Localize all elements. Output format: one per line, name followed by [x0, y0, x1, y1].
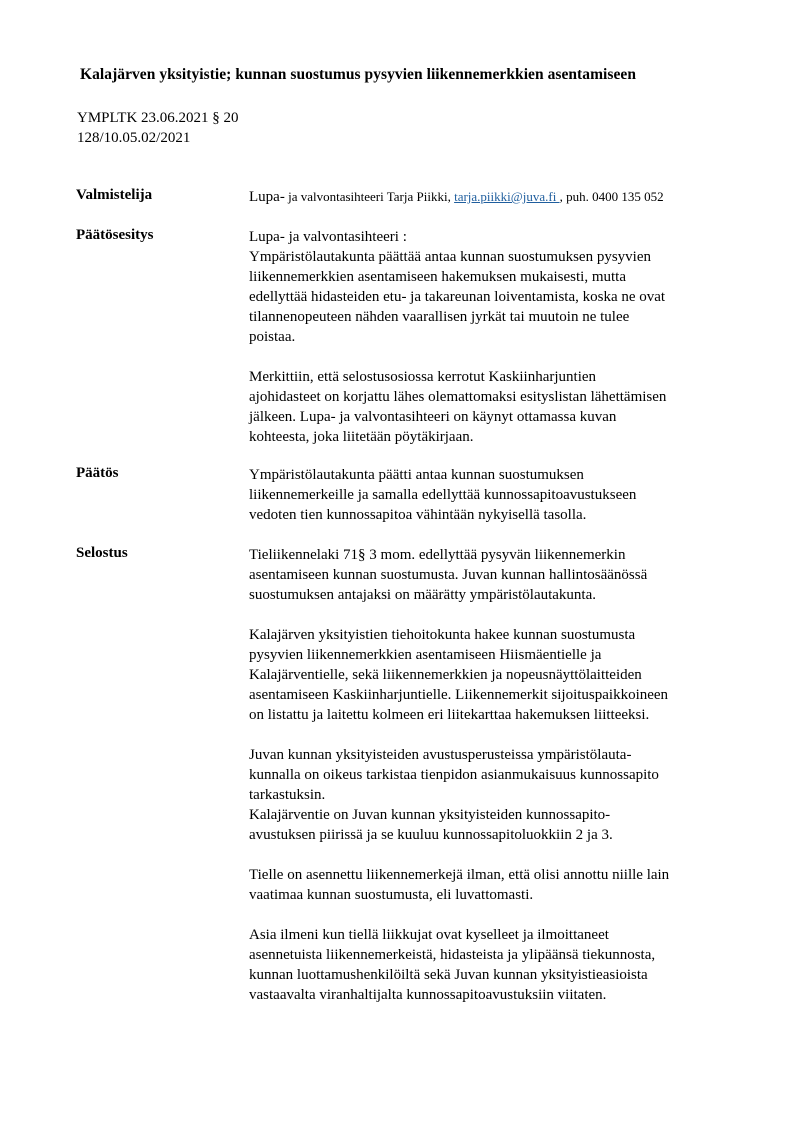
text-line: asentamiseen Kaskiinharjuntielle. Liikennemerkit sijoituspaikkoineen — [249, 687, 669, 703]
text-line: edellyttää hidasteiden etu- ja takareunan loiventamista, koska ne ovat — [249, 289, 666, 305]
document-meta — [77, 108, 239, 148]
text-line: Tielle on asennettu liikennemerkejä ilman, että olisi annottu niille lain — [249, 867, 670, 883]
section-label: Valmistelija — [76, 187, 153, 203]
text-line: on listattu ja laitettu kolmeen eri liitekarttaa hakemuksen liitteeksi. — [249, 707, 650, 723]
paragraph — [249, 545, 749, 605]
text-line: vaatimaa kunnan suostumusta, eli luvattomasti. — [249, 887, 534, 903]
section-label: Päätösesitys — [76, 227, 154, 243]
text-line: Juvan kunnan yksityisteiden avustusperusteissa ympäristölauta- — [249, 747, 632, 763]
section-label: Selostus — [76, 545, 128, 561]
text-line: tilannenopeuteen nähden vaarallisen jyrkät tai muutoin ne tulee — [249, 309, 630, 325]
text-line: Tieliikennelaki 71§ 3 mom. edellyttää pysyvän liikennemerkin — [249, 547, 626, 563]
text-line: Kalajärven yksityistien tiehoitokunta hakee kunnan suostumusta — [249, 627, 636, 643]
paragraph — [249, 925, 749, 1005]
text-line: pysyvien liikennemerkkien asentamiseen Hiismäentielle ja — [249, 647, 602, 663]
text-line: kunnan luottamushenkilöiltä sekä Juvan kunnan yksityistieasioista — [249, 967, 648, 983]
text-line: Lupa- ja valvontasihteeri : — [249, 229, 407, 245]
case-number: 128/10.05.02/2021 — [77, 130, 191, 146]
section-body — [249, 227, 749, 447]
text-line: jälkeen. Lupa- ja valvontasihteeri on käynyt ottamassa kuvan — [249, 409, 617, 425]
preparer-text: ja valvontasihteeri Tarja Piikki, — [284, 189, 455, 204]
text-line: liikennemerkeille ja samalla edellyttää kunnossapitoavustukseen — [249, 487, 637, 503]
paragraph — [249, 227, 749, 347]
text-line: Ympäristölautakunta päättää antaa kunnan suostumuksen pysyvien — [249, 249, 651, 265]
email-link[interactable]: tarja.piikki@juva.fi — [454, 189, 560, 204]
text-line: avustuksen piirissä ja se kuuluu kunnossapitoluokkiin 2 ja 3. — [249, 827, 613, 843]
text-line: asentamiseen kunnan suostumusta. Juvan kunnan hallintosäänössä — [249, 567, 648, 583]
paragraph — [249, 367, 749, 447]
paragraph — [249, 745, 749, 845]
paragraph — [249, 865, 749, 905]
text-line: kunnalla on oikeus tarkistaa tienpidon asianmukaisuus kunnossapito — [249, 767, 659, 783]
text-line: vastaavalta viranhaltijalta kunnossapitoavustuksiin viitaten. — [249, 987, 607, 1003]
text-line: Ympäristölautakunta päätti antaa kunnan suostumuksen — [249, 467, 584, 483]
text-line: Kalajärventielle, sekä liikennemerkkien ja nopeusnäyttölaitteiden — [249, 667, 642, 683]
preparer-line — [249, 187, 749, 207]
paragraph — [249, 465, 749, 525]
text-line: asennetuista liikennemerkeistä, hidasteista ja ylipäänsä tiekunnosta, — [249, 947, 656, 963]
text-line: suostumuksen antajaksi on määrätty ympäristölautakunta. — [249, 587, 597, 603]
section-body — [249, 187, 749, 207]
text-line: ajohidasteet on korjattu lähes olemattomaksi esityslistan lähettämisen — [249, 389, 667, 405]
phone-text: , puh. 0400 135 052 — [559, 189, 664, 204]
text-line: Merkittiin, että selostusosiossa kerrotut Kaskiinharjuntien — [249, 369, 597, 385]
text-line: tarkastuksin. — [249, 787, 326, 803]
section-body — [249, 465, 749, 525]
text-line: vedoten tien kunnossapitoa vähintään nykyisellä tasolla. — [249, 507, 587, 523]
section-body — [249, 545, 749, 1005]
text-line: Asia ilmeni kun tiellä liikkujat ovat kyselleet ja ilmoittaneet — [249, 927, 609, 943]
meeting-reference: YMPLTK 23.06.2021 § 20 — [77, 110, 239, 126]
preparer-lead: Lupa- — [249, 189, 285, 205]
document-title: Kalajärven yksityistie; kunnan suostumus pysyvien liikennemerkkien asentamiseen — [80, 66, 636, 83]
section-label: Päätös — [76, 465, 119, 481]
paragraph — [249, 625, 749, 725]
text-line: poistaa. — [249, 329, 296, 345]
text-line: Kalajärventie on Juvan kunnan yksityisteiden kunnossapito- — [249, 807, 611, 823]
text-line: liikennemerkkien asentamiseen hakemuksen mukaisesti, mutta — [249, 269, 626, 285]
text-line: kohteesta, joka liitetään pöytäkirjaan. — [249, 429, 474, 445]
